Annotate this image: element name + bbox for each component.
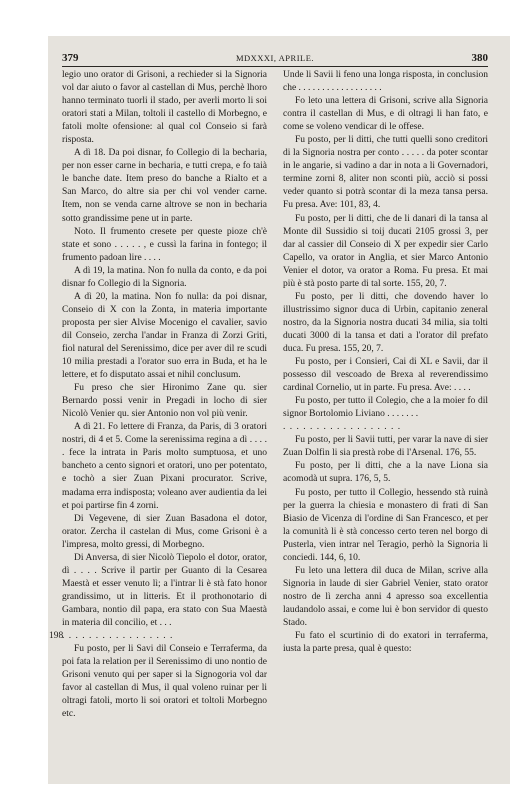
paragraph: Fu posto, per i Consieri, Cai di XL e Savii, dar il possesso dil vescoado de Brexa al reverendissimo cardinal Cornelio, ut in parte. Fu presa. Ave: . . . . xyxy=(283,357,488,394)
paragraph: Fu preso che sier Hironimo Zane qu. sier Bernardo possi venir in Pregadi in locho di sier Nicolò Venier qu. sier Antonio non vol più venir. xyxy=(62,383,267,420)
paragraph: Fu posto, per tutto il Colegio, che a la moier fo dil signor Bortolomio Liviano . . . . . . . xyxy=(283,396,488,420)
paragraph: Fu fato el scurtinio di do exatori in terraferma, iusta la parte presa, qual è questo: xyxy=(283,631,488,655)
page-number-right: 380 xyxy=(471,52,488,64)
paragraph: Di Anversa, di sier Nicolò Tiepolo el dotor, orator, dì . . . . Scrive il partir per Guanto di la Cesarea Maestà et esser venuto lì; a l'intrar li è stà fato honor grandissimo, ut in litteris. Et il prothonotario di Gambara, nontio dil papa, era stato con Sua Maestà in materia dil concilio, et . . . xyxy=(62,552,267,628)
right-column xyxy=(283,69,488,656)
paragraph: A dì 21. Fo lettere di Franza, da Paris, di 3 oratori nostri, di 4 et 5. Come la serenissima regina a dì . . . . . fece la intrata in Paris molto sumptuosa, et uno bancheto a cento signori et oratori, uno per potentato, e tochò a sier Zuan Pixani procurator. Scrive, madama erra indisposta; voleano aver audientia da lei et poi partirse fin 4 zorni. xyxy=(62,422,267,511)
page-number-left: 379 xyxy=(62,52,79,64)
page-header xyxy=(62,52,488,66)
paragraph: A dì 19, la matina. Non fo nulla da conto, e da poi disnar fo Collegio di la Signoria. xyxy=(62,265,267,289)
paragraph: Fu posto, per li Savii tutti, per varar la nave di sier Zuan Dolfin li sia prestà robe di l'Arsenal. 176, 55. xyxy=(283,435,488,459)
paragraph: Fu leto una lettera dil duca de Milan, scrive alla Signoria in laude di sier Gabriel Venier, stato orator nostro de lì zercha anni 4 apresso soa excellentia laudandolo assai, e come lui è bon servidor di questo Stado. xyxy=(283,565,488,628)
paragraph: Fu posto, per li ditti, che dovendo haver lo illustrissimo signor duca di Urbin, capitanio zeneral nostro, da la Signoria nostra ducati 34 milia, sia tolti ducati 3000 di la tansa et dati a l'orator dil prefato duca. Fu presa. 155, 20, 7. xyxy=(283,291,488,354)
header-rule xyxy=(62,66,488,67)
paragraph: legio uno orator di Grisoni, a rechieder si la Signoria vol dar aiuto o favor al castellan di Mus, perchè lhoro hanno terminato tuorli il stado, per averli morto li soi oratori stati a Milan, toltoli il castello di Morbegno, e fatoli molte ofensione: al qual col Conseio si farà risposta. xyxy=(62,70,267,146)
ellipsis-line: . . . . . . . . . . . . . . . . . xyxy=(62,631,174,642)
paragraph: Fu posto, per li ditti, che de li danari di la tansa al Monte dil Sussidio si toij ducati 2105 grossi 3, per dar al cassier dil Conseio di X per expedir sier Carlo Capello, va orator in Anglia, et sier Marco Antonio Venier el dotor, va orator a Roma. Fu presa. Et mai più è stà posto parte di tal sorte. 155, 20, 7. xyxy=(283,213,488,289)
ellipsis-line: . . . . . . . . . . . . . . . . . . xyxy=(283,422,402,433)
paragraph: Fu posto, per li Savi dil Conseio e Terraferma, da poi fata la relation per il Serenissimo di uno nontio de Grisoni venuto qui per saper si la Signogoria vol dar favor al castellan di Mus, il qual voleno ruinar per li oltragi fatoli, morto li soi oratori et toltoli Morbegno etc. xyxy=(62,644,267,720)
paragraph: Fo leto una lettera di Grisoni, scrive alla Signoria contra il castellan di Mus, e di oltragi li han fato, e come se voleno vendicar di le offese. xyxy=(283,96,488,133)
paragraph: Noto. Il frumento cresete per queste pioze ch'è state et sono . . . . . , e cussì la farina in fontego; il frumento padoan lire . . . . xyxy=(62,226,267,263)
paragraph: Fu posto, per li ditti, che tutti quelli sono creditori di la Signoria nostra per conto . . . . . da poter scontar in le angarie, si vadino a dar in nota a li Governadori, termine zorni 8, aliter non sconti più, acciò si possi veder quanto si potrà scontar di la meza tansa persa. Fu presa. Ave: 101, 83, 4. xyxy=(283,135,488,211)
paragraph: Unde li Savii li feno una longa risposta, in conclusion che . . . . . . . . . . . . . . . . . . xyxy=(283,70,488,94)
left-column xyxy=(62,69,267,721)
running-title: MDXXXI, APRILE. xyxy=(235,53,315,63)
margin-number: 198 xyxy=(49,631,64,641)
paragraph: Fu posto, per li ditti, che a la nave Liona sia acomodà ut supra. 176, 5, 5. xyxy=(283,461,488,485)
paragraph: Fu posto, per tutto il Collegio, hessendo stà ruinà per la guerra la chiesia e monastero di frati di San Biasio de Vicenza di l'ordine di San Francesco, et per la comunità li è stà concesso certo teren nel borgo di Pusterla, vien intrar nel Teragio, perhò la Signoria li conciedi. 144, 6, 10. xyxy=(283,487,488,563)
paragraph: A dì 20, la matina. Non fo nulla: da poi disnar, Conseio di X con la Zonta, in materia importante proposta per sier Alvise Mocenigo el cavalier, savio dil Conseio, zercha l'andar in Franza di Zorzi Griti, fiol natural del Serenissimo, dice per aver dil re scudi 10 milia prestadi a l'orator suo erra in Buda, et ha le lettere, et fo disputato assai et nihil conclusum. xyxy=(62,291,267,381)
paragraph: Di Vegevene, di sier Zuan Basadona el dotor, orator. Zercha il castelan di Mus, come Grisoni è a l'impresa, molto gressi, di Morbegno. xyxy=(62,513,267,550)
paragraph: A dì 18. Da poi disnar, fo Collegio di la becharia, per non esser carne in becharia, e tutti crepa, e fo taià le banche date. Item preso do banche a Rialto et a San Marco, do altre sia per chi vol vender carne. Item, non se venda carne altrove se non in becharia sotto grandissime pene ut in parte. xyxy=(62,148,267,224)
